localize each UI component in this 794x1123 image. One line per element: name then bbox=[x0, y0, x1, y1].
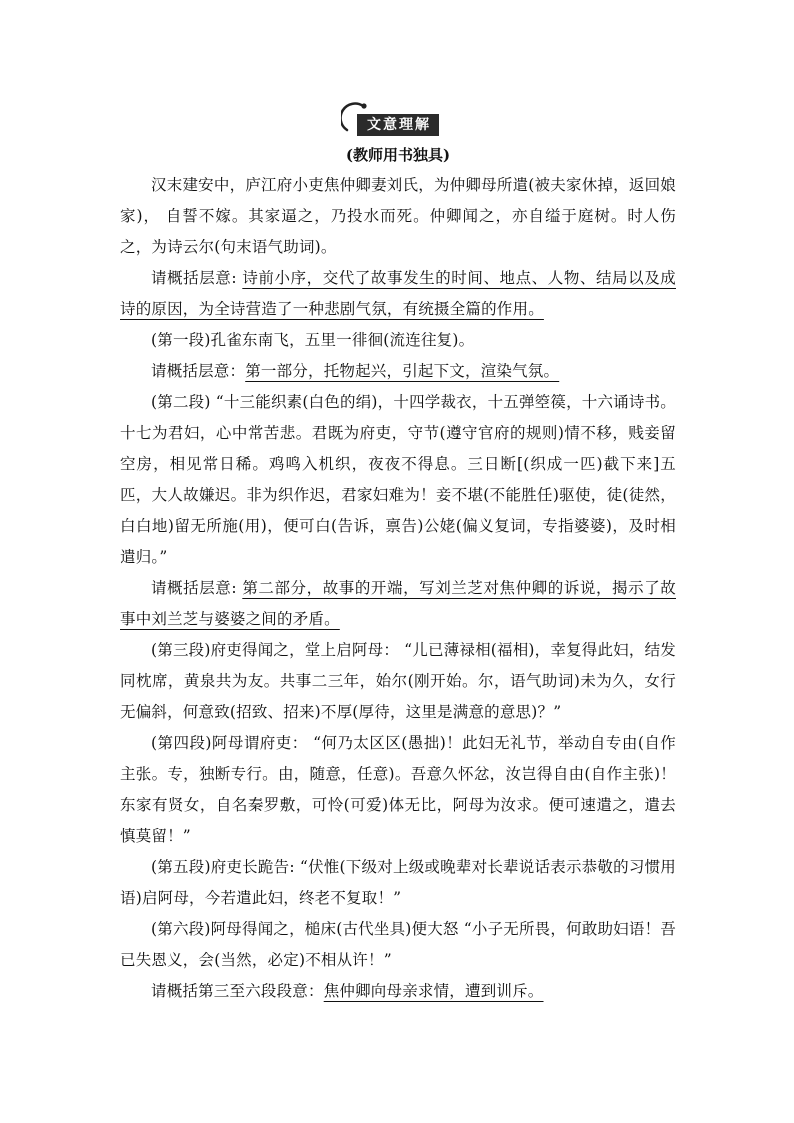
paragraph-text: (第四段)阿母谓府吏： “何乃太区区(愚拙)！此妇无礼节，举动自专由(自作主张。专，独断专行。由，随意，任意)。吾意久怀忿，汝岂得自由(自作主张)！东家有贤女，自名秦罗敷，可怜(可爱)体无比，阿母为汝求。便可速遣之，遣去慎莫留！” bbox=[120, 734, 676, 845]
underlined-answer: 第二部分，故事的开端，写刘兰芝对焦仲卿的诉说，揭示了故事中刘兰芝与婆婆之间的矛盾。 bbox=[120, 579, 676, 628]
paragraph bbox=[120, 914, 676, 976]
paragraph-text: (第一段)孔雀东南飞，五里一徘徊(流连往复)。 bbox=[151, 331, 475, 349]
paragraph-text: 请概括层意: bbox=[151, 269, 243, 287]
paragraph bbox=[120, 573, 676, 635]
paragraph-text: (第三段)府吏得闻之，堂上启阿母： “儿已薄禄相(福相)，幸复得此妇，结发同枕席，黄泉共为友。共事二三年，始尔(刚开始。尔，语气助词)未为久，女行无偏斜，何意致(招致、招来)不厚(厚待，这里是满意的意思)？” bbox=[120, 641, 676, 721]
paragraph bbox=[120, 976, 676, 1007]
document-page bbox=[120, 100, 676, 1007]
paragraph bbox=[120, 728, 676, 852]
section-badge bbox=[357, 114, 439, 136]
arc-decoration-icon bbox=[341, 100, 375, 134]
paragraph-text: 汉末建安中，庐江府小吏焦仲卿妻刘氏，为仲卿母所遣(被夫家休掉，返回娘家)， 自誓不嫁。其家逼之，乃投水而死。仲卿闻之，亦自缢于庭树。时人伤之，为诗云尔(句末语气助词)。 bbox=[120, 176, 676, 256]
paragraph-text: (第五段)府吏长跪告: “伏惟(下级对上级或晚辈对长辈说话表示恭敬的习惯用语)启阿母，今若遣此妇，终老不复取！” bbox=[120, 858, 676, 907]
paragraph bbox=[120, 852, 676, 914]
paragraph bbox=[120, 635, 676, 728]
subtitle: (教师用书独具) bbox=[345, 146, 451, 164]
body-text bbox=[120, 170, 676, 1007]
paragraph bbox=[120, 387, 676, 573]
paragraph bbox=[120, 325, 676, 356]
paragraph bbox=[120, 170, 676, 263]
paragraph-text: (第二段) “十三能织素(白色的绢)，十四学裁衣，十五弹箜篌，十六诵诗书。十七为君妇，心中常苦悲。君既为府吏，守节(遵守官府的规则)情不移，贱妾留空房，相见常日稀。鸡鸣入机织，夜夜不得息。三日断[(织成一匹)截下来]五匹，大人故嫌迟。非为织作迟，君家妇难为！妾不堪(不能胜任)驱使，徒(徒然，白白地)留无所施(用)，便可白(告诉，禀告)公姥(偏义复词，专指婆婆)，及时相遣归。” bbox=[120, 393, 676, 566]
paragraph-text: 请概括第三至六段段意： bbox=[151, 982, 324, 1000]
underlined-answer: 焦仲卿向母亲求情，遭到训斥。 bbox=[323, 982, 544, 1000]
section-badge-label: 文意理解 bbox=[357, 114, 439, 136]
underlined-answer: 第一部分，托物起兴，引起下文，渲染气氛。 bbox=[245, 362, 560, 380]
paragraph bbox=[120, 356, 676, 387]
underlined-answer: 诗前小序，交代了故事发生的时间、地点、人物、结局以及成诗的原因，为全诗营造了一种悲剧气氛，有统摄全篇的作用。 bbox=[120, 269, 676, 318]
paragraph-text: (第六段)阿母得闻之，槌床(古代坐具)便大怒 “小子无所畏，何敢助妇语！吾已失恩义，会(当然，必定)不相从许！” bbox=[120, 920, 676, 969]
section-header bbox=[120, 100, 676, 136]
paragraph bbox=[120, 263, 676, 325]
paragraph-text: 请概括层意: bbox=[151, 579, 243, 597]
paragraph-text: 请概括层意： bbox=[151, 362, 246, 380]
